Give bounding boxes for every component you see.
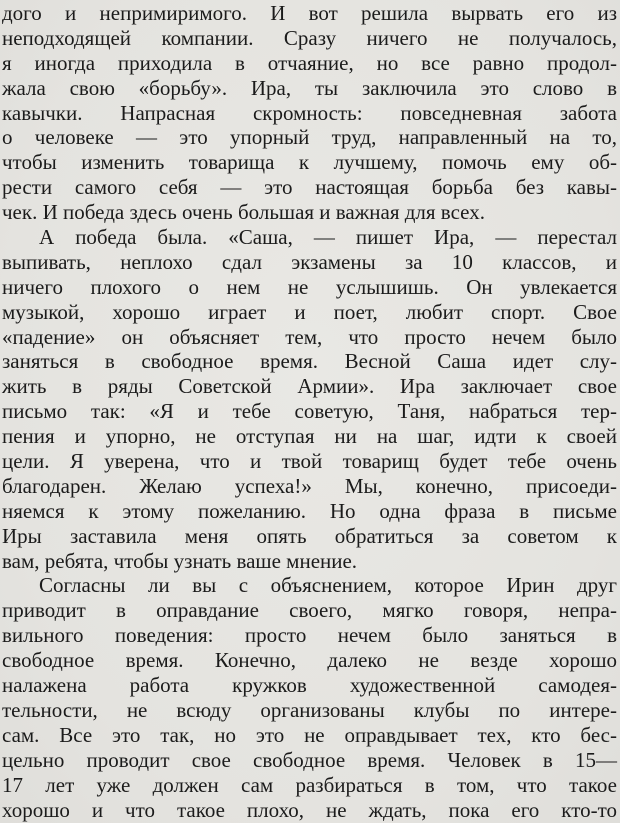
text-line: пения и упорно, не отступая ни на шаг, идти к своей bbox=[2, 424, 617, 449]
text-line: выпивать, неплохо сдал экзамены за 10 классов, и bbox=[2, 249, 617, 274]
text-line: ничего плохого о нем не услышишь. Он увлекается bbox=[2, 274, 617, 299]
text-line-paragraph-end: чек. И победа здесь очень большая и важная для всех. bbox=[2, 200, 485, 225]
text-line: Иры заставила меня опять обратиться за советом к bbox=[2, 523, 617, 548]
text-line-paragraph-end: вам, ребята, чтобы узнать ваше мнение. bbox=[2, 548, 358, 573]
text-line: о человеке — это упорный труд, направленный на то, bbox=[2, 125, 617, 150]
text-line: заняться в свободное время. Весной Саша идет слу- bbox=[2, 349, 617, 374]
text-line: жала свою «борьбу». Ира, ты заключила это слово в bbox=[2, 75, 617, 100]
text-line: 17 лет уже должен сам разбираться в том, что такое bbox=[2, 772, 617, 797]
text-line: тельности, не всюду организованы клубы по интере- bbox=[2, 697, 617, 722]
text-line: я иногда приходила в отчаяние, но все равно продол- bbox=[2, 50, 617, 75]
text-line: свободное время. Конечно, далеко не везде хорошо bbox=[2, 648, 617, 673]
text-line: неподходящей компании. Сразу ничего не получалось, bbox=[2, 25, 617, 50]
text-line-paragraph-start: А победа была. «Саша, — пишет Ира, — перестал bbox=[39, 225, 617, 250]
text-line: вильного поведения: просто нечем было заняться в bbox=[2, 623, 617, 648]
text-line: цели. Я уверена, что и твой товарищ будет тебе очень bbox=[2, 449, 617, 474]
text-line: приводит в оправдание своего, мягко говоря, непра- bbox=[2, 598, 617, 623]
text-line: няемся к этому пожеланию. Но одна фраза в письме bbox=[2, 498, 617, 523]
text-line: жить в ряды Советской Армии». Ира заключает свое bbox=[2, 374, 617, 399]
text-line: налажена работа кружков художественной самодея- bbox=[2, 673, 617, 698]
text-line: кавычки. Напрасная скромность: повседневная забота bbox=[2, 100, 617, 125]
text-line-paragraph-start: Согласны ли вы с объяснением, которое Ирин друг bbox=[39, 573, 617, 598]
text-line: «падение» он объясняет тем, что просто нечем было bbox=[2, 324, 617, 349]
text-line: хорошо и что такое плохо, не ждать, пока его кто-то bbox=[2, 797, 617, 822]
text-line: благодарен. Желаю успеха!» Мы, конечно, присоеди- bbox=[2, 473, 617, 498]
text-line: дого и непримиримого. И вот решила вырвать его из bbox=[2, 1, 617, 25]
text-line: музыкой, хорошо играет и поет, любит спорт. Свое bbox=[2, 299, 617, 324]
text-line: сам. Все это так, но это не оправдывает тех, кто бес- bbox=[2, 722, 617, 747]
text-line: рести самого себя — это настоящая борьба без кавы- bbox=[2, 175, 617, 200]
text-line: чтобы изменить товарища к лучшему, помочь ему об- bbox=[2, 150, 617, 175]
text-line: цельно проводит свое свободное время. Человек в 15— bbox=[2, 747, 617, 772]
text-line: письмо так: «Я и тебе советую, Таня, набраться тер- bbox=[2, 399, 617, 424]
